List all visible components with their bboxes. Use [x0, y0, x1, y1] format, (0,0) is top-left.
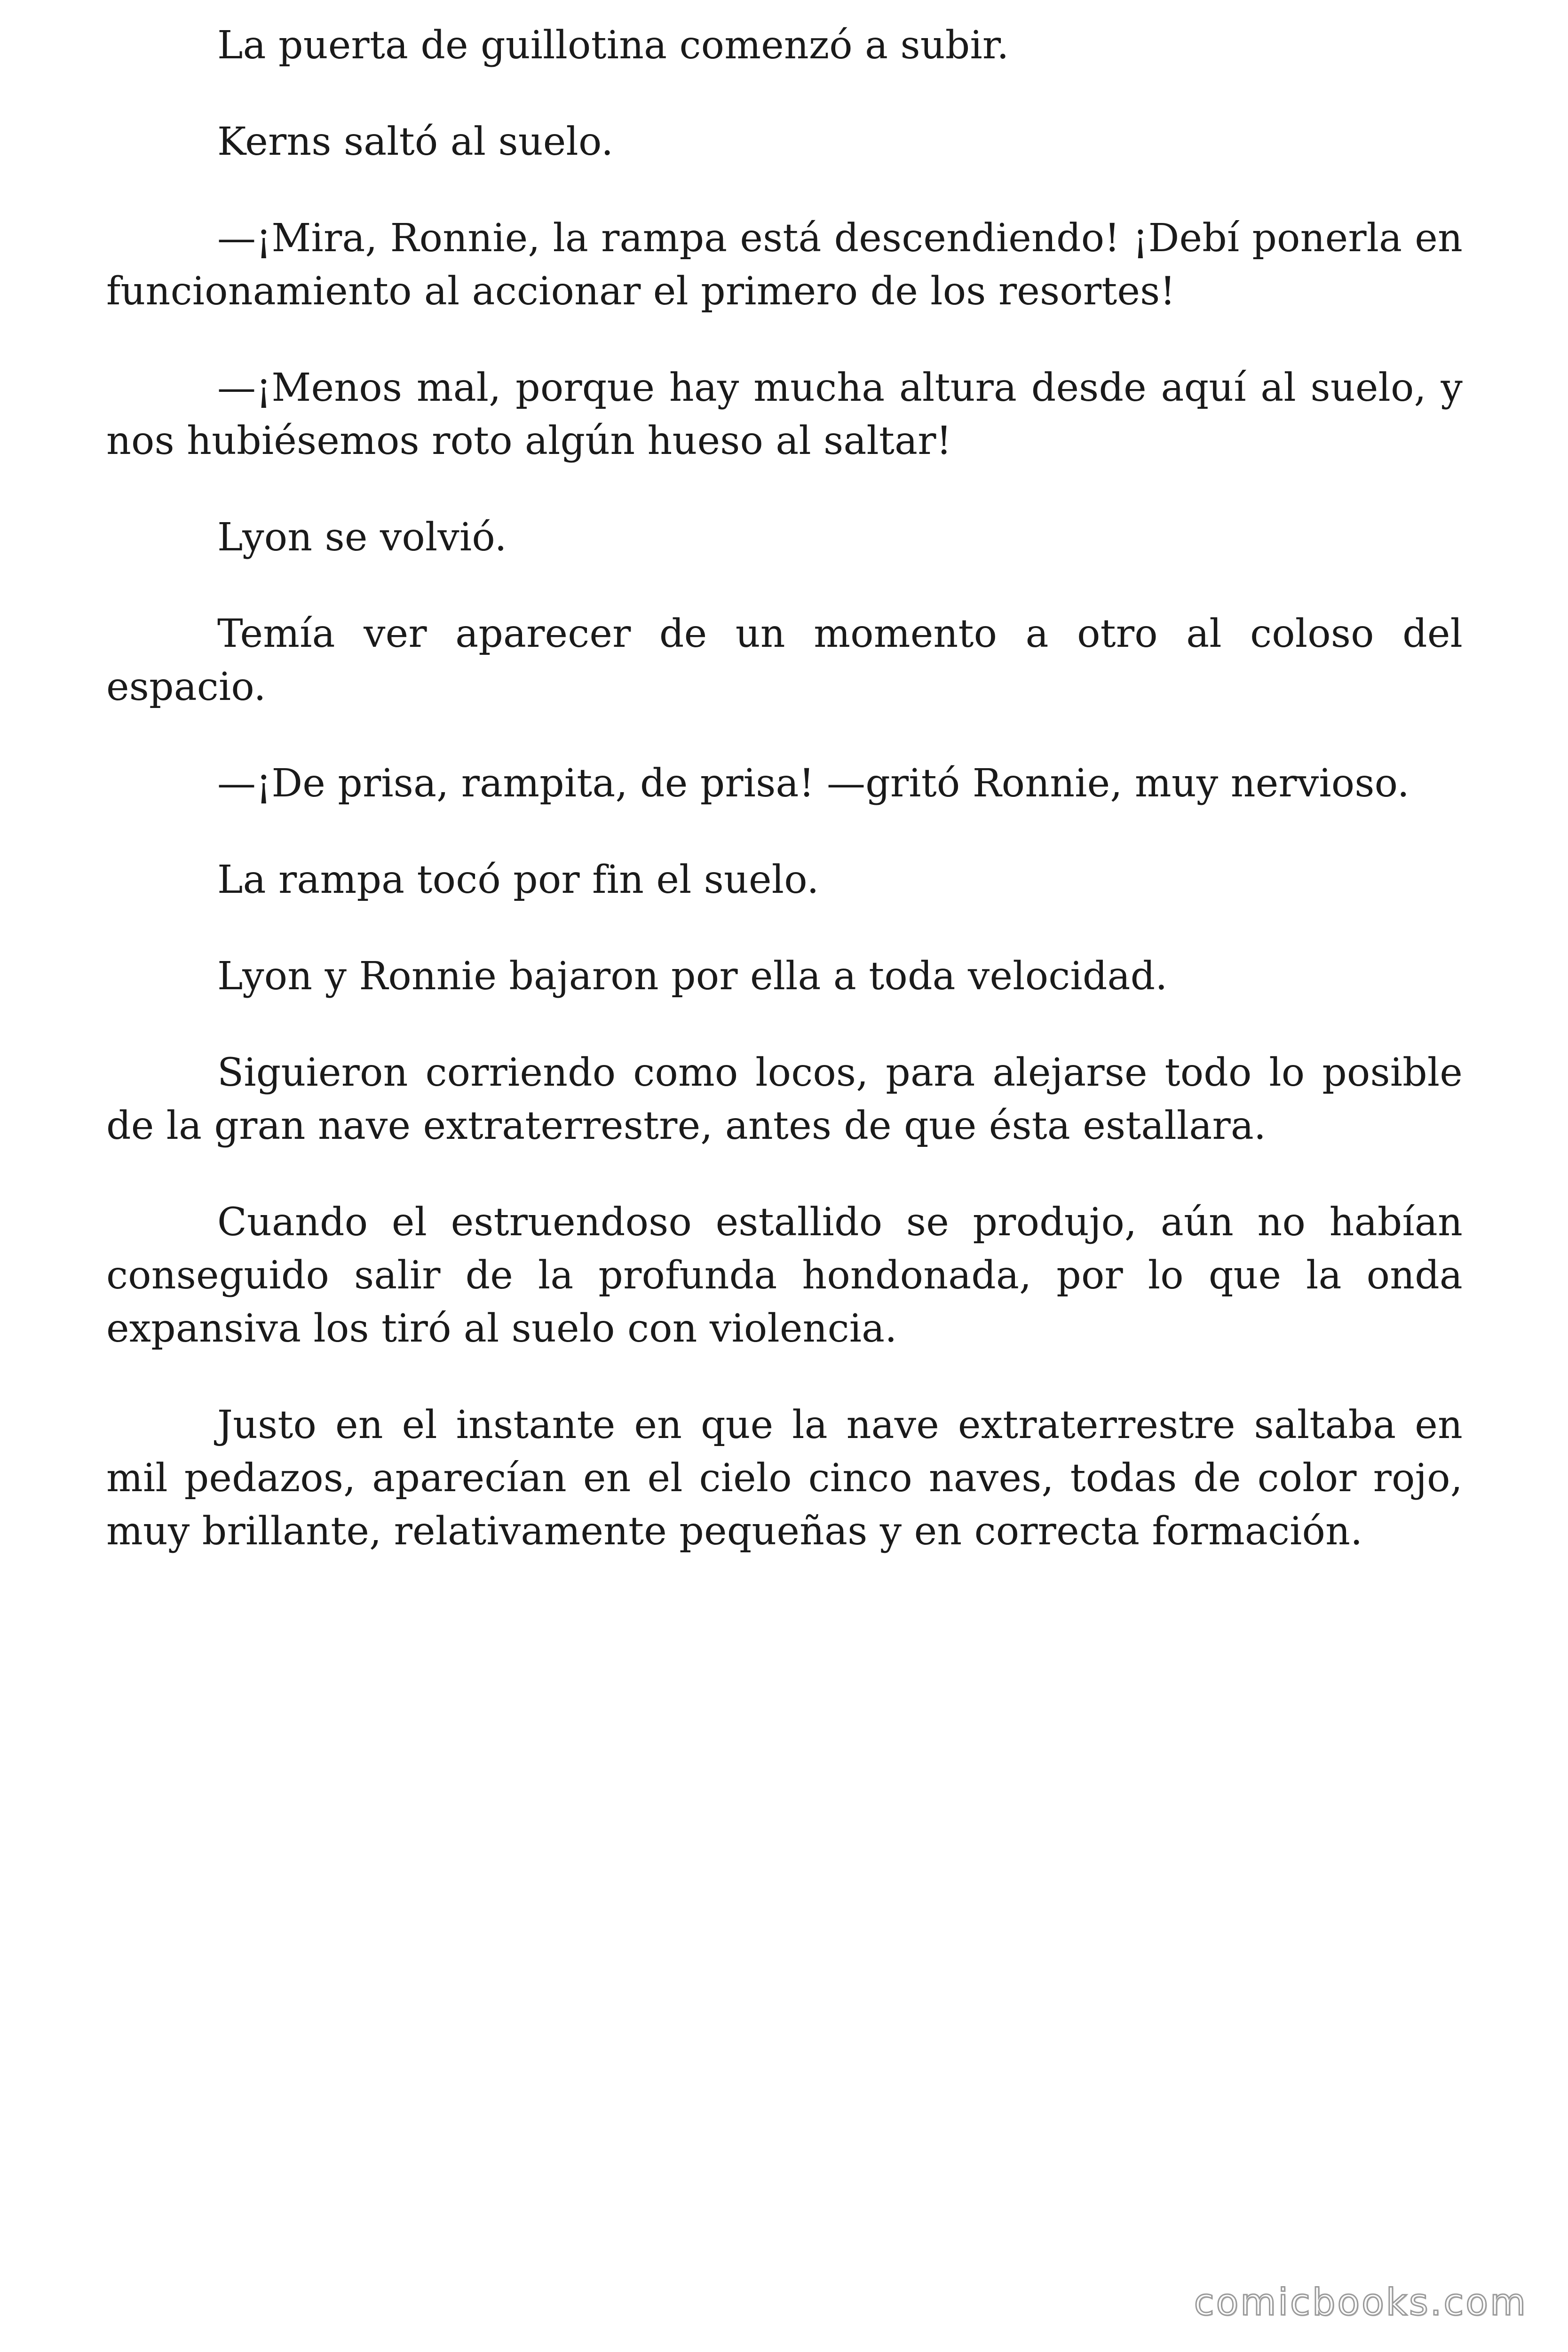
watermark: comicbooks.com — [1194, 2281, 1528, 2324]
paragraph: Lyon y Ronnie bajaron por ella a toda velocidad. — [217, 954, 1168, 999]
paragraph: —¡Menos mal, porque hay mucha altura desde aquí al suelo, y nos hubiésemos roto algún hueso al saltar! — [106, 366, 1463, 463]
document-page — [106, 19, 1463, 1601]
paragraph: La rampa tocó por fin el suelo. — [217, 858, 819, 902]
paragraph: Temía ver aparecer de un momento a otro al coloso del espacio. — [106, 612, 1463, 709]
paragraph: Cuando el estruendoso estallido se produjo, aún no habían conseguido salir de la profunda hondonada, por lo que la onda expansiva los tiró al suelo con violencia. — [106, 1200, 1463, 1351]
paragraph: Lyon se volvió. — [217, 515, 507, 560]
paragraph: Kerns saltó al suelo. — [217, 119, 614, 164]
paragraph: Justo en el instante en que la nave extraterrestre saltaba en mil pedazos, aparecían en el cielo cinco naves, todas de color rojo, muy brillante, relativamente pequeñas y en correcta formación. — [106, 1403, 1463, 1554]
paragraph: Siguieron corriendo como locos, para alejarse todo lo posible de la gran nave extraterrestre, antes de que ésta estallara. — [106, 1050, 1463, 1148]
paragraph: La puerta de guillotina comenzó a subir. — [217, 23, 1009, 68]
paragraph: —¡Mira, Ronnie, la rampa está descendiendo! ¡Debí ponerla en funcionamiento al accionar el primero de los resortes! — [106, 216, 1463, 314]
paragraph: —¡De prisa, rampita, de prisa! —gritó Ronnie, muy nervioso. — [217, 761, 1410, 806]
